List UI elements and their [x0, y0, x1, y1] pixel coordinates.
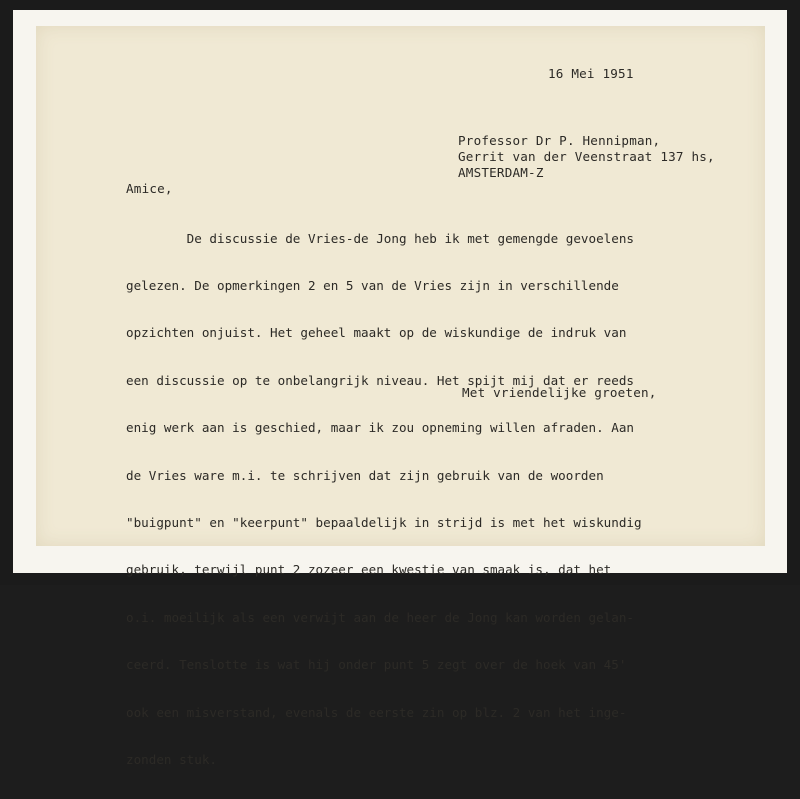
- body-line: De discussie de Vries-de Jong heb ik met gemengde gevoelens: [126, 230, 634, 246]
- body-line: opzichten onjuist. Het geheel maakt op de wiskundige de indruk van: [126, 325, 627, 341]
- body-line: gelezen. De opmerkingen 2 en 5 van de Vries zijn in verschillende: [126, 277, 619, 293]
- body-line: gebruik, terwijl punt 2 zozeer een kwestie van smaak is, dat het: [126, 562, 612, 578]
- recipient-street: Gerrit van der Veenstraat 137 hs,: [458, 149, 715, 164]
- body-line: ook een misverstand, evenals de eerste zin op blz. 2 van het inge-: [126, 704, 627, 720]
- body-line: de Vries ware m.i. te schrijven dat zijn gebruik van de woorden: [126, 467, 604, 483]
- salutation: Amice,: [126, 181, 173, 196]
- recipient-name: Professor Dr P. Hennipman,: [458, 133, 661, 148]
- recipient-city: AMSTERDAM-Z: [458, 165, 544, 180]
- letter-date: 16 Mei 1951: [548, 66, 634, 81]
- body-line: "buigpunt" en "keerpunt" bepaaldelijk in strijd is met het wiskundig: [126, 514, 642, 530]
- body-line: enig werk aan is geschied, maar ik zou opneming willen afraden. Aan: [126, 420, 634, 436]
- body-line: o.i. moeilijk als een verwijt aan de heer de Jong kan worden gelan-: [126, 609, 634, 625]
- closing: Met vriendelijke groeten,: [462, 385, 657, 400]
- body-line: een discussie op te onbelangrijk niveau. Het spijt mij dat er reeds: [126, 372, 634, 388]
- body-line: ceerd. Tenslotte is wat hij onder punt 5 zegt over de hoek van 45': [126, 657, 627, 673]
- body-line: zonden stuk.: [126, 751, 217, 767]
- letter-body: [126, 199, 642, 799]
